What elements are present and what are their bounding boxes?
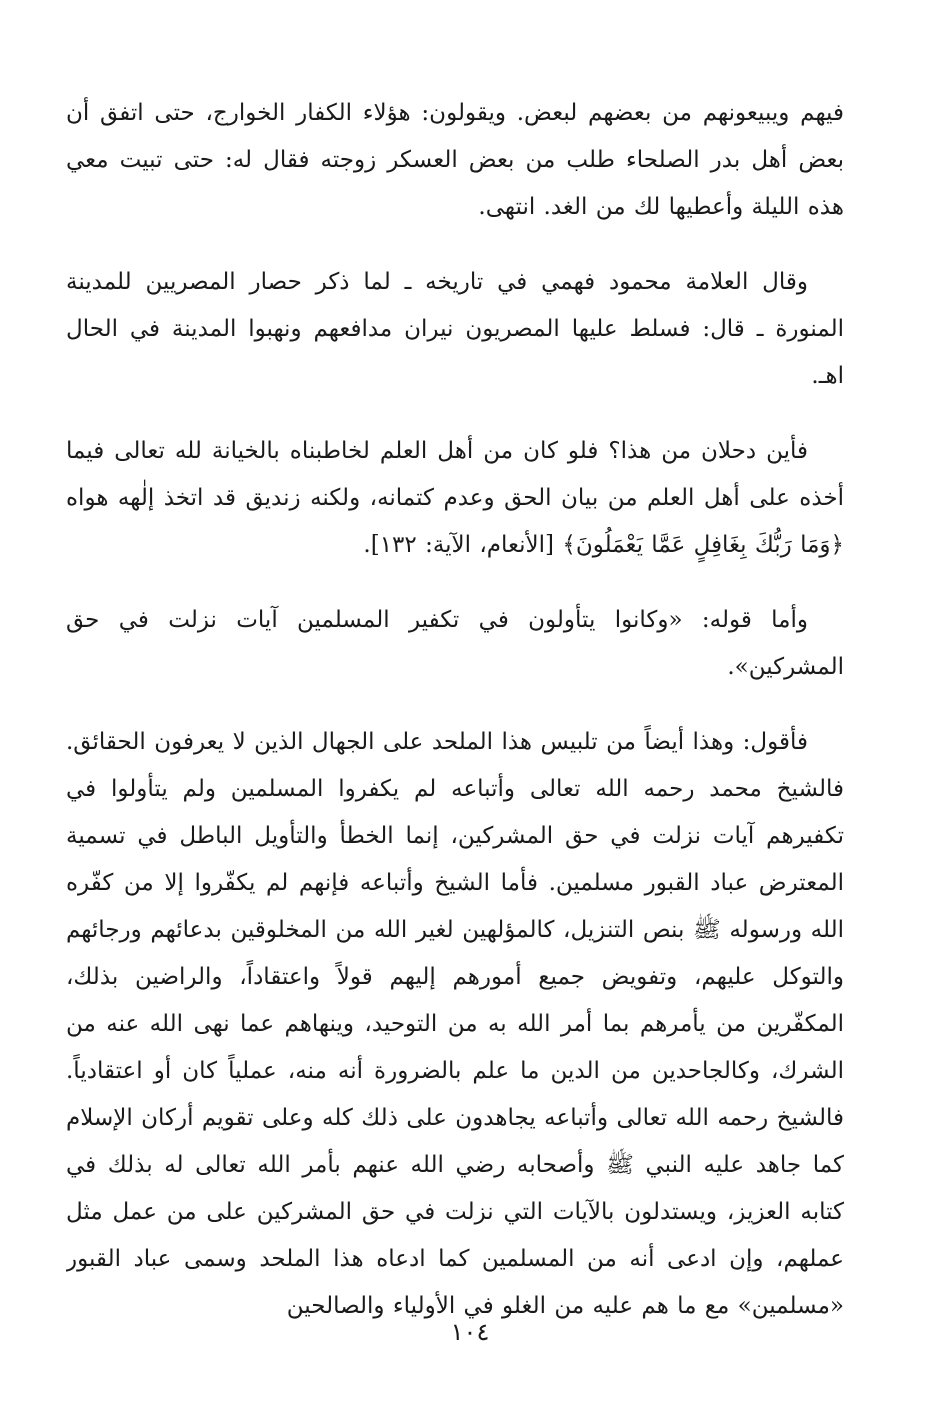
paragraph-4: وأما قوله: «وكانوا يتأولون في تكفير المسلمين آيات نزلت في حق المشركين». [66,607,844,680]
paragraph-5: فأقول: وهذا أيضاً من تلبيس هذا الملحد على الجهال الذين لا يعرفون الحقائق. فالشيخ محمد رحمه الله تعالى وأتباعه لم يكفروا المسلمين ولم يتأولوا في تكفيرهم آيات نزلت في حق المشركين، إنما الخطأ والتأويل الباطل في تسمية المعترض عباد القبور مسلمين. فأما الشيخ وأتباعه فإنهم لم يكفّروا إلا من كفّره الله ورسوله ﷺ بنص التنزيل، كالمؤلهين لغير الله من المخلوقين بدعائهم ورجائهم والتوكل عليهم، وتفويض جميع أمورهم إليهم قولاً واعتقاداً، والراضين بذلك، المكفّرين من يأمرهم بما أمر الله به من التوحيد، وينهاهم عما نهى الله عنه من الشرك، وكالجاحدين من الدين ما علم بالضرورة أنه منه، عملياً كان أو اعتقادياً. فالشيخ رحمه الله تعالى وأتباعه يجاهدون على ذلك كله وعلى تقويم أركان الإسلام كما جاهد عليه النبي ﷺ وأصحابه رضي الله عنهم بأمر الله تعالى له بذلك في كتابه العزيز، ويستدلون بالآيات التي نزلت في حق المشركين على من عمل مثل عملهم، وإن ادعى أنه من المسلمين كما ادعاه هذا الملحد وسمى عباد القبور «مسلمين» مع ما هم عليه من الغلو في الأولياء والصالحين [66,729,844,1319]
page-body [66,90,844,1320]
page-number: ١٠٤ [450,1318,490,1346]
paragraph-2: وقال العلامة محمود فهمي في تاريخه ـ لما ذكر حصار المصريين للمدينة المنورة ـ قال: فسلط عليها المصريون نيران مدافعهم ونهبوا المدينة في الحال اهـ. [66,269,844,389]
paragraph-3: فأين دحلان من هذا؟ فلو كان من أهل العلم لخاطبناه بالخيانة لله تعالى فيما أخذه على أهل العلم من بيان الحق وعدم كتمانه، ولكنه زنديق قد اتخذ إلٰهه هواه ﴿وَمَا رَبُّكَ بِغَافِلٍ عَمَّا يَعْمَلُونَ﴾ [الأنعام، الآية: ١٣٢]. [66,438,844,558]
paragraph-1: فيهم ويبيعونهم من بعضهم لبعض. ويقولون: هؤلاء الكفار الخوارج، حتى اتفق أن بعض أهل بدر الصلحاء طلب من بعض العسكر زوجته فقال له: حتى تبيت معي هذه الليلة وأعطيها لك من الغد. انتهى. [66,100,844,220]
